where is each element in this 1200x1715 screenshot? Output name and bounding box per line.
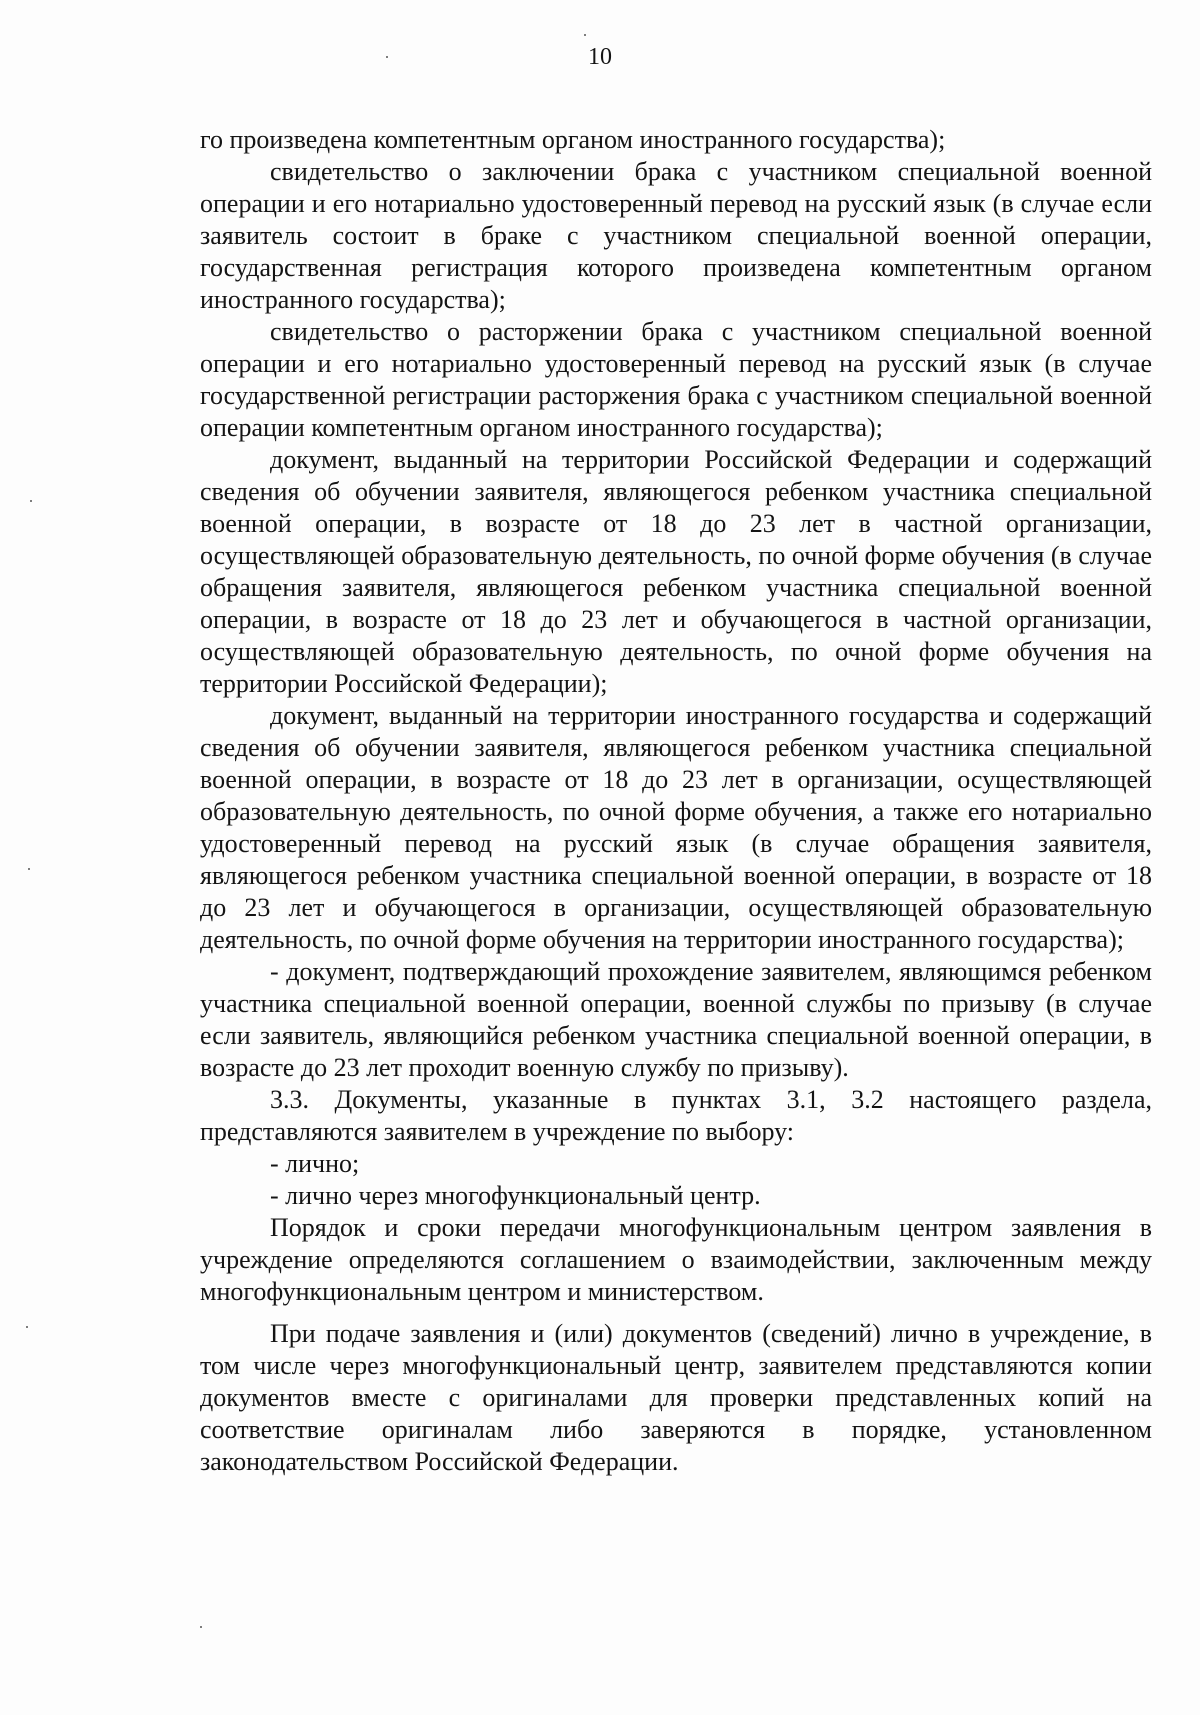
paragraph-copies-verification: При подаче заявления и (или) документов (сведений) лично в учреждение, в том числе через многофункциональный центр, заявителем представляются копии документов вместе с оригиналами для проверки представленных копий на соответствие оригиналам либо заверяются в порядке, установленном законодательством Российской Федерации. [200,1319,1152,1476]
paragraph-continuation: го произведена компетентным органом иностранного государства); [200,125,946,154]
paragraph-foreign-education-document: документ, выданный на территории иностранного государства и содержащий сведения об обучении заявителя, являющегося ребенком участника специальной военной операции, в возрасте от 18 до 23 лет в организации, осуществляющей образовательную деятельность, по очной форме обучения, а также его нотариально удостоверенный перевод на русский язык (в случае обращения заявителя, являющегося ребенком участника специальной военной операции, в возрасте от 18 до 23 лет и обучающегося в организации, осуществляющей образовательную деятельность, по очной форме обучения на территории иностранного государства); [200,701,1152,954]
scan-speck [386,56,388,58]
paragraph-military-service-document: - документ, подтверждающий прохождение заявителем, являющимся ребенком участника специальной военной операции, военной службы по призыву (в случае если заявитель, являющийся ребенком участника специальной военной операции, в возрасте до 23 лет проходит военную службу по призыву). [200,957,1152,1082]
list-item-via-mfc: - лично через многофункциональный центр. [270,1181,761,1210]
page-number: 10 [588,44,612,70]
document-body [200,124,1152,1478]
list-item-in-person: - лично; [270,1149,360,1178]
scan-speck [26,1326,28,1328]
paragraph-marriage-certificate: свидетельство о заключении брака с участником специальной военной операции и его нотариально удостоверенный перевод на русский язык (в случае если заявитель состоит в браке с участником специальной военной операции, государственная регистрация которого произведена компетентным органом иностранного государства); [200,157,1152,314]
scan-speck [200,1626,202,1628]
paragraph-transfer-procedure: Порядок и сроки передачи многофункциональным центром заявления в учреждение определяются соглашением о взаимодействии, заключенным между многофункциональным центром и министерством. [200,1213,1152,1306]
scan-speck [584,34,586,36]
paragraph-divorce-certificate: свидетельство о расторжении брака с участником специальной военной операции и его нотариально удостоверенный перевод на русский язык (в случае государственной регистрации расторжения брака с участником специальной военной операции компетентным органом иностранного государства); [200,317,1152,442]
paragraph-russian-education-document: документ, выданный на территории Российской Федерации и содержащий сведения об обучении заявителя, являющегося ребенком участника специальной военной операции, в возрасте от 18 до 23 лет в частной организации, осуществляющей образовательную деятельность, по очной форме обучения (в случае обращения заявителя, являющегося ребенком участника специальной военной операции, в возрасте от 18 до 23 лет и обучающегося в частной организации, осуществляющей образовательную деятельность, по очной форме обучения на территории Российской Федерации); [200,445,1152,698]
scan-speck [30,500,32,502]
paragraph-section-3-3: 3.3. Документы, указанные в пунктах 3.1, 3.2 настоящего раздела, представляются заявителем в учреждение по выбору: [200,1085,1152,1146]
scan-speck [28,868,30,870]
